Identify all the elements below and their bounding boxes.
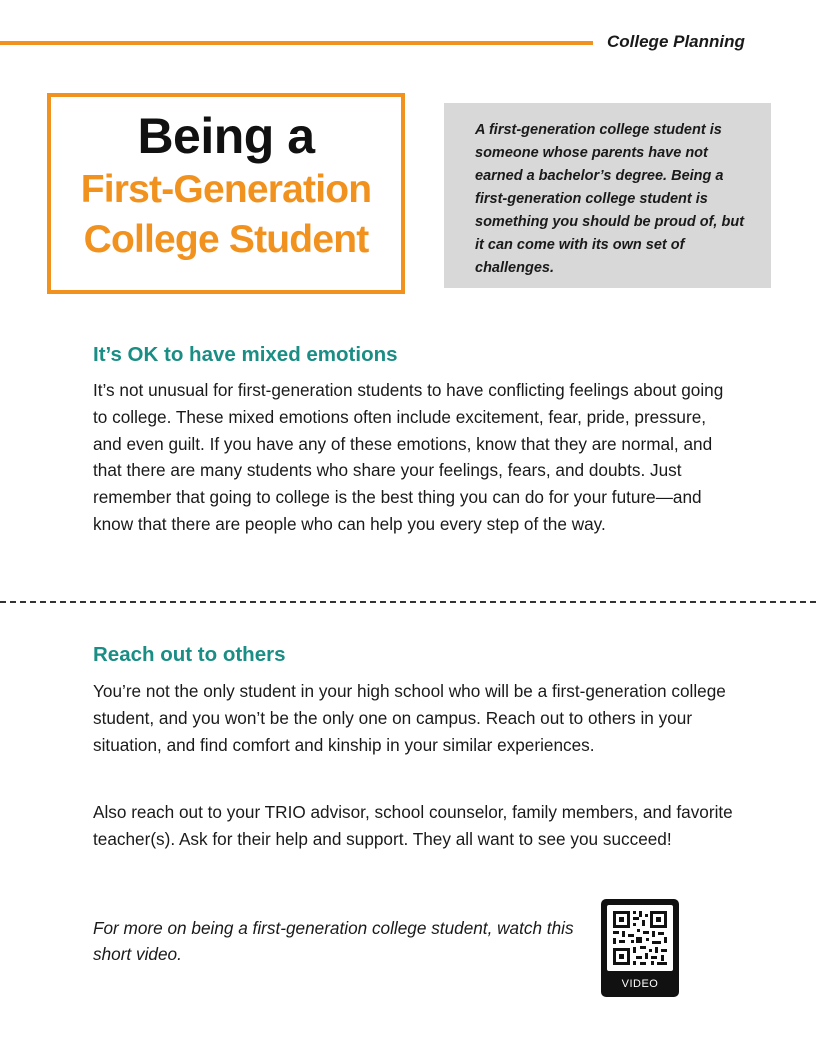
mixed-emotions-heading: It’s OK to have mixed emotions [93,343,398,366]
video-note: For more on being a first-generation college student, watch this short video. [93,918,574,964]
title-box [47,93,405,294]
definition-text: A first-generation college student is someone whose parents have not earned a bachelor’s degree. Being a first-generation college student is something you should be proud of, but it can come with its own set of challenges. [475,122,745,276]
dashed-divider [0,601,816,603]
qr-code-icon [607,905,673,971]
title-line-3: College Student [83,218,369,261]
header-rule [0,41,593,45]
reach-out-heading: Reach out to others [93,643,286,666]
section-label: College Planning [607,32,745,51]
video-qr-code[interactable] [601,899,679,997]
qr-caption: VIDEO [621,978,659,990]
definition-box [444,103,771,288]
mixed-emotions-paragraph: It’s not unusual for first-generation students to have conflicting feelings about going to college. These mixed emotions often include excitement, fear, pride, pressure, and even guilt. If you have any of these emotions, know that they are normal, and that there are many students who share your feelings, fears, and doubts. Just remember that going to college is the best thing you can do for your future—and know that there are people who can help you every step of the way. [93,380,724,534]
title-line-2: First-Generation [80,168,372,211]
reach-out-paragraph-2: Also reach out to your TRIO advisor, school counselor, family members, and favorite teacher(s). Ask for their help and support. They all want to see you succeed! [93,802,733,849]
title-line-1: Being a [137,108,315,164]
reach-out-paragraph-1: You’re not the only student in your high school who will be a first-generation college student, and you won’t be the only one on campus. Reach out to others in your situation, and find comfort and kinship in your similar experiences. [93,681,726,755]
